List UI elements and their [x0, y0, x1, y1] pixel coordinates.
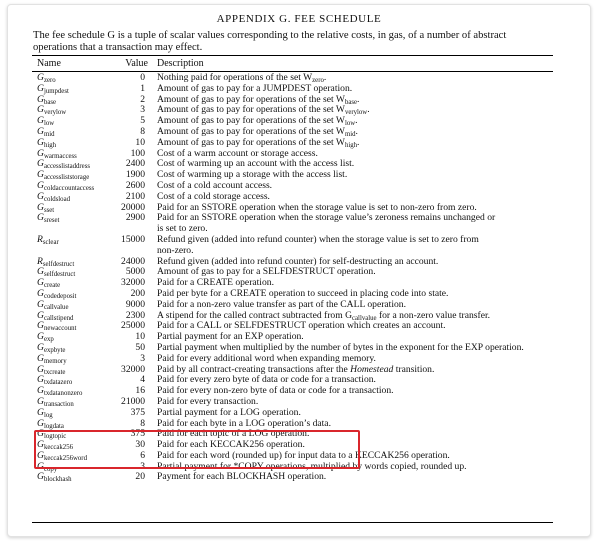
fee-description: Paid for an SSTORE operation when the storage value is set to non-zero from zero.: [157, 201, 477, 213]
fee-value: 8: [140, 417, 145, 429]
fee-description: Cost of warming up an account with the access list.: [157, 158, 355, 170]
fee-description: Amount of gas to pay for a SELFDESTRUCT operation.: [157, 266, 376, 278]
fee-symbol: $G_{selfdestruct}$: [37, 266, 76, 279]
fee-value: 32000: [121, 277, 145, 289]
fee-value: 1900: [125, 169, 145, 181]
fee-symbol: $G_{coldaccountaccess}$: [37, 179, 95, 192]
fee-value: 21000: [121, 395, 145, 407]
fee-row-r-sclear: [32, 235, 553, 257]
fee-description: Partial payment for an EXP operation.: [157, 331, 304, 343]
fee-description: Refund given (added into refund counter) for self-destructing an account.: [157, 255, 439, 267]
fee-value: 2300: [125, 309, 145, 321]
column-header-description: Description: [157, 58, 204, 69]
fee-value: 6: [140, 449, 145, 461]
column-header-name: Name: [37, 58, 61, 69]
fee-symbol: $G_{create}$: [37, 277, 61, 290]
fee-value: 10: [135, 136, 145, 148]
fee-description: Amount of gas to pay for a JUMPDEST operation.: [157, 82, 353, 94]
fee-value: 20000: [121, 201, 145, 213]
fee-value: 10: [135, 331, 145, 343]
fee-symbol: $G_{zero}$: [37, 72, 56, 84]
fee-description: Paid for each KECCAK256 operation.: [157, 439, 305, 451]
fee-value: 2: [140, 93, 145, 105]
fee-description: Paid for each word (rounded up) for input data to a KECCAK256 operation.: [157, 449, 450, 461]
column-header-value: Value: [125, 58, 148, 69]
fee-description: Refund given (added into refund counter) when the storage value is set to zero from non-zero.: [157, 233, 479, 256]
fee-symbol: $G_{warmaccess}$: [37, 147, 77, 160]
fee-value: 3: [140, 460, 145, 472]
fee-description: Paid for every additional word when expanding memory.: [157, 352, 376, 364]
fee-schedule-table: [32, 57, 553, 483]
fee-value: 200: [130, 287, 145, 299]
fee-value: 8: [140, 125, 145, 137]
fee-value: 32000: [121, 363, 145, 375]
fee-description: Cost of warming up a storage with the access list.: [157, 169, 348, 181]
fee-symbol: $G_{transaction}$: [37, 395, 74, 408]
fee-value: 9000: [125, 298, 145, 310]
fee-description: Paid for an SSTORE operation when the storage value’s zeroness remains unchanged or is set to zero.: [157, 212, 496, 235]
fee-symbol: $G_{low}$: [37, 115, 55, 128]
fee-symbol: $G_{mid}$: [37, 125, 55, 138]
fee-description: Paid per byte for a CREATE operation to succeed in placing code into state.: [157, 287, 449, 299]
fee-value: 1: [140, 82, 145, 94]
fee-row-g-selfdestruct: [32, 267, 553, 278]
fee-symbol: $G_{keccak256}$: [37, 439, 73, 452]
fee-value: 375: [130, 428, 145, 440]
fee-description: Partial payment for *COPY operations, multiplied by words copied, rounded up.: [157, 460, 467, 472]
fee-value: 20: [135, 471, 145, 483]
fee-value: 3: [140, 352, 145, 364]
fee-row-g-sreset: [32, 213, 553, 235]
fee-description: Payment for each BLOCKHASH operation.: [157, 471, 327, 483]
fee-description: Paid for every transaction.: [157, 395, 259, 407]
fee-value: 5: [140, 115, 145, 127]
fee-value: 25000: [121, 320, 145, 332]
fee-symbol: $G_{logdata}$: [37, 417, 64, 430]
fee-symbol: $G_{blockhash}$: [37, 471, 72, 484]
fee-row-g-txdatanonzero: [32, 386, 553, 397]
fee-symbol: $G_{exp}$: [37, 331, 54, 344]
fee-symbol: $G_{accesslistaddress}$: [37, 158, 90, 171]
fee-symbol: $G_{jumpdest}$: [37, 82, 69, 95]
fee-description: Paid for a non-zero value transfer as part of the CALL operation.: [157, 298, 406, 310]
fee-description: Partial payment when multiplied by the number of bytes in the exponent for the EXP operation.: [157, 341, 524, 353]
fee-description: Paid for a CALL or SELFDESTRUCT operation which creates an account.: [157, 320, 446, 332]
fee-description: Amount of gas to pay for operations of the set $W_{high}$.: [157, 136, 360, 149]
fee-value: 50: [135, 341, 145, 353]
fee-symbol: $G_{verylow}$: [37, 104, 67, 117]
fee-value: 375: [130, 406, 145, 418]
fee-symbol: $G_{sset}$: [37, 201, 55, 214]
fee-symbol: $G_{txcreate}$: [37, 363, 66, 376]
fee-symbol: $G_{keccak256word}$: [37, 449, 87, 462]
fee-value: 30: [135, 439, 145, 451]
table-bottom-rule: [32, 522, 553, 523]
intro-paragraph: The fee schedule G is a tuple of scalar values corresponding to the relative costs, in gas, of a number of abstract operations that a transaction may effect.: [33, 30, 507, 53]
fee-value: 3: [140, 104, 145, 116]
fee-symbol: $G_{accessliststorage}$: [37, 169, 90, 182]
fee-description: Amount of gas to pay for operations of the set $W_{base}$.: [157, 93, 360, 106]
fee-symbol: $G_{txdatazero}$: [37, 374, 73, 387]
fee-row-g-accessliststorage: [32, 170, 553, 181]
fee-description: Cost of a cold account access.: [157, 179, 273, 191]
fee-symbol: $G_{callstipend}$: [37, 309, 74, 322]
log-rows-highlight-box: [34, 430, 360, 469]
fee-description: Partial payment for a LOG operation.: [157, 406, 301, 418]
fee-symbol: $G_{high}$: [37, 136, 57, 149]
fee-symbol: $G_{expbyte}$: [37, 341, 66, 354]
fee-symbol: $G_{base}$: [37, 93, 57, 106]
appendix-title: APPENDIX G. FEE SCHEDULE: [216, 13, 382, 25]
fee-symbol: $G_{txdatanonzero}$: [37, 385, 83, 398]
fee-value: 0: [140, 72, 145, 83]
fee-symbol: $G_{callvalue}$: [37, 298, 69, 311]
fee-row-g-blockhash: [32, 472, 553, 483]
fee-description: Paid by all contract-creating transactions after the Homestead transition.: [157, 363, 435, 375]
fee-value: 15000: [121, 233, 145, 245]
table-top-rule: [32, 55, 553, 56]
fee-value: 2100: [125, 190, 145, 202]
fee-symbol: $G_{memory}$: [37, 352, 67, 365]
fee-symbol: $G_{logtopic}$: [37, 428, 67, 441]
fee-description: Paid for each topic of a LOG operation.: [157, 428, 310, 440]
fee-value: 2600: [125, 179, 145, 191]
fee-value: 2900: [125, 212, 145, 224]
fee-symbol: $G_{codedeposit}$: [37, 287, 77, 300]
fee-symbol: $R_{selfdestruct}$: [37, 255, 75, 268]
fee-symbol: $G_{copy}$: [37, 460, 58, 473]
fee-symbol: $G_{coldsload}$: [37, 190, 70, 203]
fee-value: 4: [140, 374, 145, 386]
fee-description: Paid for every non-zero byte of data or code for a transaction.: [157, 385, 394, 397]
fee-description: Cost of a warm account or storage access.: [157, 147, 318, 159]
fee-description: Amount of gas to pay for operations of the set $W_{low}$.: [157, 115, 358, 128]
fee-description: A stipend for the called contract subtracted from $G_{callvalue}$ for a non-zero value transfer.: [157, 309, 491, 322]
fee-description: Nothing paid for operations of the set $W_{zero}$.: [157, 72, 327, 84]
fee-description: Amount of gas to pay for operations of the set $W_{verylow}$.: [157, 104, 370, 117]
fee-value: 16: [135, 385, 145, 397]
fee-symbol: $R_{sclear}$: [37, 233, 59, 246]
fee-description: Paid for a CREATE operation.: [157, 277, 274, 289]
fee-description: Paid for each byte in a LOG operation’s data.: [157, 417, 331, 429]
table-header-row: [32, 57, 553, 70]
fee-row-g-coldaccountaccess: [32, 181, 553, 192]
fee-value: 5000: [125, 266, 145, 278]
fee-symbol: $G_{log}$: [37, 406, 53, 419]
fee-symbol: $G_{sreset}$: [37, 212, 60, 225]
fee-value: 2400: [125, 158, 145, 170]
fee-description: Paid for every zero byte of data or code for a transaction.: [157, 374, 376, 386]
fee-rows: [32, 70, 553, 483]
fee-value: 24000: [121, 255, 145, 267]
fee-symbol: $G_{newaccount}$: [37, 320, 77, 333]
fee-description: Amount of gas to pay for operations of the set $W_{mid}$.: [157, 125, 358, 138]
fee-description: Cost of a cold storage access.: [157, 190, 270, 202]
fee-value: 100: [130, 147, 145, 159]
fee-row-g-zero: [32, 70, 553, 84]
document-page: [7, 4, 591, 537]
